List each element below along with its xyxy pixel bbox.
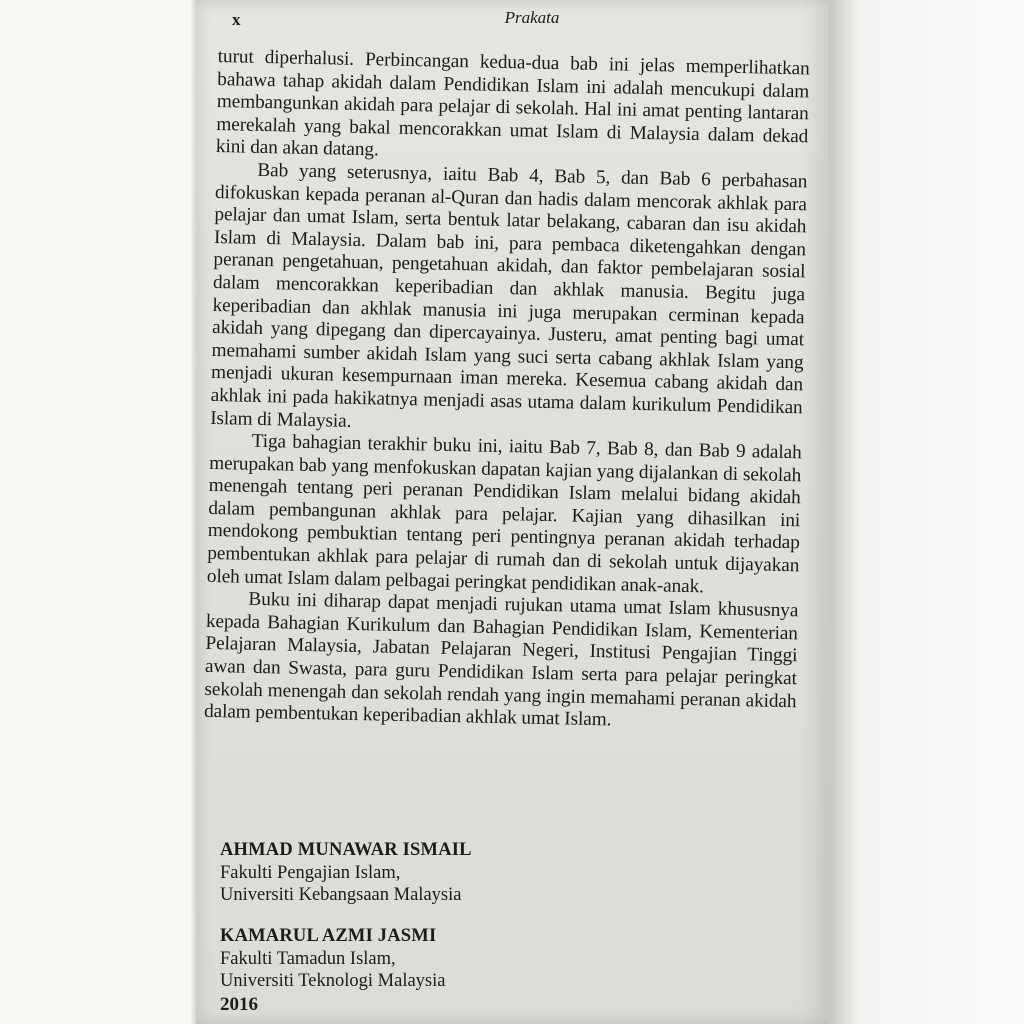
paragraph-3: Tiga bahagian terakhir buku ini, iaitu Bab 7, Bab 8, dan Bab 9 adalah merupakan bab yang menfokuskan dapatan kajian yang dijalankan di sekolah menengah tentang peri peranan Pendidikan Islam melalui bidang akidah dalam pembangunan akhlak para pelajar. Kajian yang dihasilkan ini mendokong pembuktian tentang peri pentingnya peranan akidah terhadap pembentukan akhlak para pelajar di rumah dan di sekolah untuk dijayakan oleh umat Islam dalam pelbagai peringkat pendidikan anak-anak. <box>206 430 802 597</box>
author-2 <box>220 924 780 992</box>
author-name: KAMARUL AZMI JASMI <box>220 926 437 946</box>
author-faculty: Fakulti Tamadun Islam, <box>220 949 396 969</box>
page-number: x <box>232 10 241 29</box>
author-faculty: Fakulti Pengajian Islam, <box>220 863 401 883</box>
paragraph-2: Bab yang seterusnya, iaitu Bab 4, Bab 5, dan Bab 6 perbahasan difokuskan kepada peranan al-Quran dan hadis dalam mencorak akhlak para pelajar dan umat Islam, serta bentuk latar belakang, cabaran dan isu akidah Islam di Malaysia. Dalam bab ini, para pembaca diketengahkan dengan peranan pengetahuan, pengetahuan akidah, dan faktor pembelajaran sosial dalam mencorakkan keperibadian dan akhlak manusia. Begitu juga keperibadian dan akhlak manusia ini juga merupakan cerminan kepada akidah yang dipegang dan dipercayainya. Justeru, amat penting bagi umat memahami sumber akidah Islam yang suci serta cabang akhlak Islam yang menjadi ukuran kesempurnaan iman mereka. Kesemua cabang akidah dan akhlak ini pada hakikatnya menjadi asas utama dalam kurikulum Pendidikan Islam di Malaysia. <box>209 159 808 432</box>
author-name: AHMAD MUNAWAR ISMAIL <box>220 840 472 860</box>
book-page <box>196 0 828 1024</box>
running-head: Prakata <box>504 8 560 27</box>
author-1 <box>220 838 780 906</box>
paragraph-1: turut diperhalusi. Perbincangan kedua-dua bab ini jelas memperlihatkan bahawa tahap akidah dalam Pendidikan Islam ini adalah mencukupi dalam membangunkan akidah para pelajar di sekolah. Hal ini amat penting lantaran merekalah yang bakal mencorakkan umat Islam di Malaysia dalam dekad kini dan akan datang. <box>215 46 810 161</box>
author-university: Universiti Kebangsaan Malaysia <box>220 885 462 905</box>
page-header <box>196 6 828 36</box>
preface-body <box>204 46 810 736</box>
publication-year: 2016 <box>220 994 258 1015</box>
author-university: Universiti Teknologi Malaysia <box>220 971 446 991</box>
author-block <box>220 838 780 1010</box>
paragraph-4: Buku ini diharap dapat menjadi rujukan utama umat Islam khususnya kepada Bahagian Kurikulum dan Bahagian Pendidikan Islam, Kementerian Pelajaran Malaysia, Jabatan Pelajaran Negeri, Institusi Pengajian Tinggi awan dan Swasta, para guru Pendidikan Islam serta para pelajar peringkat sekolah menengah dan sekolah rendah yang ingin memahami peranan akidah dalam pembentukan keperibadian akhlak umat Islam. <box>203 589 799 731</box>
